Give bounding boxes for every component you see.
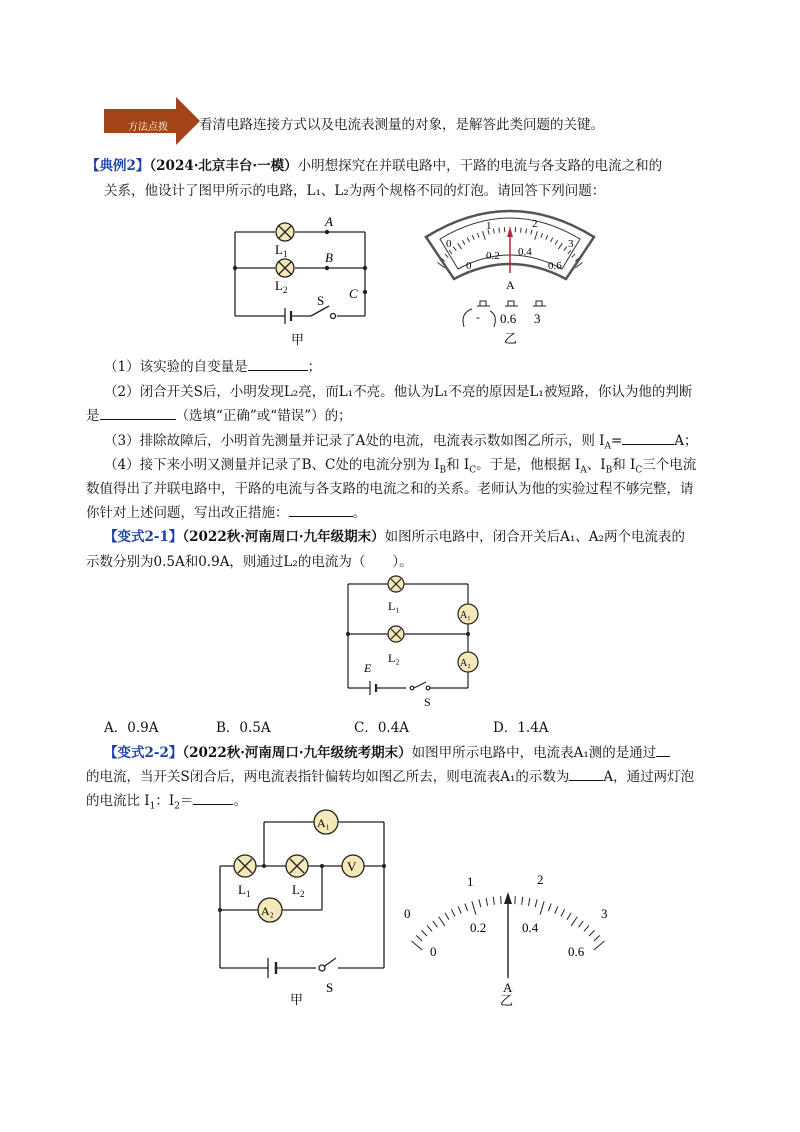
fig2-s: S (424, 695, 431, 709)
ammeter-diagram-1 (420, 197, 600, 347)
meter2-unit: A (503, 980, 513, 995)
meter-tick (561, 909, 565, 916)
meter1-bottom-0: 0 (466, 260, 472, 272)
answer-blank-var22-3 (193, 791, 233, 805)
var22-line1: 【变式2-2】（2022秋·河南周口·九年级统考期末）如图甲所示电路中，电流表A₁测的是通过 (104, 743, 670, 763)
meter2-bottom-1: 0.2 (470, 920, 487, 935)
ex2-source: （2024·北京丰台·一模） (149, 158, 298, 174)
meter2-top-3: 3 (601, 906, 608, 921)
meter2-top-2: 2 (537, 872, 544, 887)
meter-tick (540, 901, 544, 914)
meter1-terminal-06: 0.6 (500, 311, 517, 326)
option-a: A．0.9A (104, 720, 159, 736)
ex2-q3: （3）排除故障后，小明首先测量并记录了A处的电流，电流表示数如图乙所示，则 $I_A= A$； (104, 433, 698, 452)
switch-s-label: S (317, 293, 325, 308)
fig2-l2: L₂ (388, 651, 400, 665)
ex2-q2b: 是 （选填“正确”或“错误”）的； (86, 408, 352, 424)
var21-source: （2022秋·河南周口·九年级期末） (182, 529, 385, 545)
fig3-s: S (326, 980, 334, 995)
fig3-l1: $L_1$ (238, 882, 251, 899)
option-d: D．1.4A (493, 720, 549, 736)
ex2-tag: 【典例2】 (86, 158, 150, 174)
meter2-top-0: 0 (404, 906, 411, 921)
lamp-l1-label: $L_1$ (275, 242, 288, 259)
meter-tick (499, 228, 500, 233)
meter-tick (594, 941, 605, 950)
meter-tick (522, 897, 523, 905)
fig2-a2: A₂ (460, 658, 471, 669)
tip-badge-label: 方法点拨 (128, 122, 168, 133)
point-c-label: C (349, 286, 358, 301)
meter-tick (594, 936, 600, 941)
meter-tick (451, 909, 455, 916)
meter-tick (411, 941, 422, 950)
meter-tick (567, 913, 571, 920)
meter1-unit: A (506, 278, 515, 292)
var21-tag: 【变式2-1】 (104, 529, 183, 545)
fig3-a2: A₂ (261, 904, 274, 918)
point-b-label: B (325, 250, 333, 265)
meter1-top-3: 3 (568, 238, 574, 250)
meter1-terminal-3: 3 (534, 311, 541, 326)
meter2-bottom-2: 0.4 (522, 920, 539, 935)
meter-tick (584, 925, 589, 931)
fig2-l1: L₁ (388, 599, 400, 613)
ex2-q2a: （2）闭合开关S后，小明发现L₂亮，而L₁不亮。他认为L₁不亮的原因是L₁被短路，你认为他的判断 (104, 384, 693, 400)
meter-tick (445, 913, 449, 920)
ex2-q4b: 数值得出了并联电路中，干路的电流与各支路的电流之和的关系。老师认为他的实验过程不够完整，请 (86, 481, 694, 497)
meter-tick (571, 917, 577, 926)
tip-text: 看清电路连接方式以及电流表测量的对象，是解答此类问题的关键。 (199, 117, 604, 133)
meter-tick (578, 921, 583, 927)
ex2-line1 (86, 156, 662, 176)
var21-line2: 示数分别为0.5A和0.9A，则通过L₂的电流为（ ）。 (86, 554, 413, 570)
meter-tick (479, 899, 481, 907)
meter1-bottom-1: 0.2 (486, 250, 500, 262)
ex2-line2: 关系，他设计了图甲所示的电路，L₁、L₂为两个规格不同的灯泡。请回答下列问题： (104, 183, 606, 199)
answer-blank-var22-1 (656, 743, 670, 757)
meter-tick (528, 898, 529, 906)
meter1-caption: 乙 (504, 331, 518, 346)
meter2-top-1: 1 (467, 874, 474, 889)
fig2-a1: A₁ (460, 610, 471, 621)
var22-source: （2022秋·河南周口·九年级统考期末） (182, 745, 412, 761)
circuit-diagram-2 (340, 570, 490, 710)
fig3-l2: $L_2$ (292, 882, 305, 899)
meter-tick (458, 906, 461, 913)
meter2-caption: 乙 (500, 993, 514, 1006)
answer-blank-q1 (248, 357, 308, 371)
answer-blank-q4 (289, 503, 353, 517)
ex2-q4c: 你针对上述问题，写出改正措施： 。 (86, 505, 366, 521)
var22-tag: 【变式2-2】 (104, 745, 183, 761)
point-a-label: A (325, 214, 333, 229)
meter1-top-0: 0 (446, 238, 452, 250)
meter-tick (422, 930, 427, 936)
meter1-bottom-3: 0.6 (548, 260, 562, 272)
option-c: C．0.4A (354, 720, 410, 736)
meter2-bottom-0: 0 (430, 944, 437, 959)
meter-tick (521, 228, 522, 233)
option-b: B．0.5A (216, 720, 271, 736)
ex2-q4a: （4）接下来小明又测量并记录了B、C处的电流分别为 $I_B$和 $I_C$。于是，他根据 $I_A$、$I_B$和 $I_C$三个电流 (104, 457, 697, 476)
meter1-top-2: 2 (532, 218, 538, 230)
var21-line1: 【变式2-1】（2022秋·河南周口·九年级期末）如图所示电路中，闭合开关后A₁、A₂两个电流表的 (104, 529, 685, 545)
meter2-bottom-3: 0.6 (568, 944, 585, 959)
ex2-text1: 小明想探究在并联电路中，干路的电流与各支路的电流之和的 (297, 158, 663, 174)
ex2-q1: （1）该实验的自变量是 ； (104, 359, 322, 375)
meter-tick (555, 906, 558, 913)
fig3-v: V (347, 859, 357, 874)
circuit-diagram-3 (212, 808, 392, 1008)
answer-blank-var22-2 (569, 767, 603, 781)
meter-tick (416, 936, 422, 941)
fig3-caption: 甲 (290, 992, 304, 1007)
answer-blank-q2 (100, 406, 176, 420)
meter-tick (486, 898, 487, 906)
meter1-terminal-neg: - (476, 310, 480, 324)
meter-tick (535, 899, 537, 907)
var22-line3: 的电流比 $I_1$：$I_2=$ 。 (86, 793, 247, 812)
ammeter-diagram-2 (396, 866, 626, 1006)
meter-tick (589, 930, 594, 936)
meter-tick (493, 897, 494, 905)
fig3-a1: A₁ (317, 816, 330, 830)
meter-tick (472, 901, 476, 914)
meter-tick (465, 904, 468, 912)
lamp-l2-label: $L_2$ (275, 278, 288, 295)
meter-tick (427, 925, 432, 931)
answer-blank-q3 (622, 431, 674, 445)
fig2-e: E (364, 661, 372, 675)
fig1-caption: 甲 (291, 332, 305, 347)
meter-tick (548, 904, 551, 912)
var22-line2: 的电流，当开关S闭合后，两电流表指针偏转均如图乙所去，则电流表A₁的示数为 A，通过两灯泡 (86, 769, 695, 785)
meter1-top-1: 1 (486, 220, 492, 232)
meter-tick (433, 921, 438, 927)
meter-tick (439, 917, 445, 926)
circuit-diagram-1 (225, 210, 385, 350)
meter1-bottom-2: 0.4 (518, 246, 532, 258)
